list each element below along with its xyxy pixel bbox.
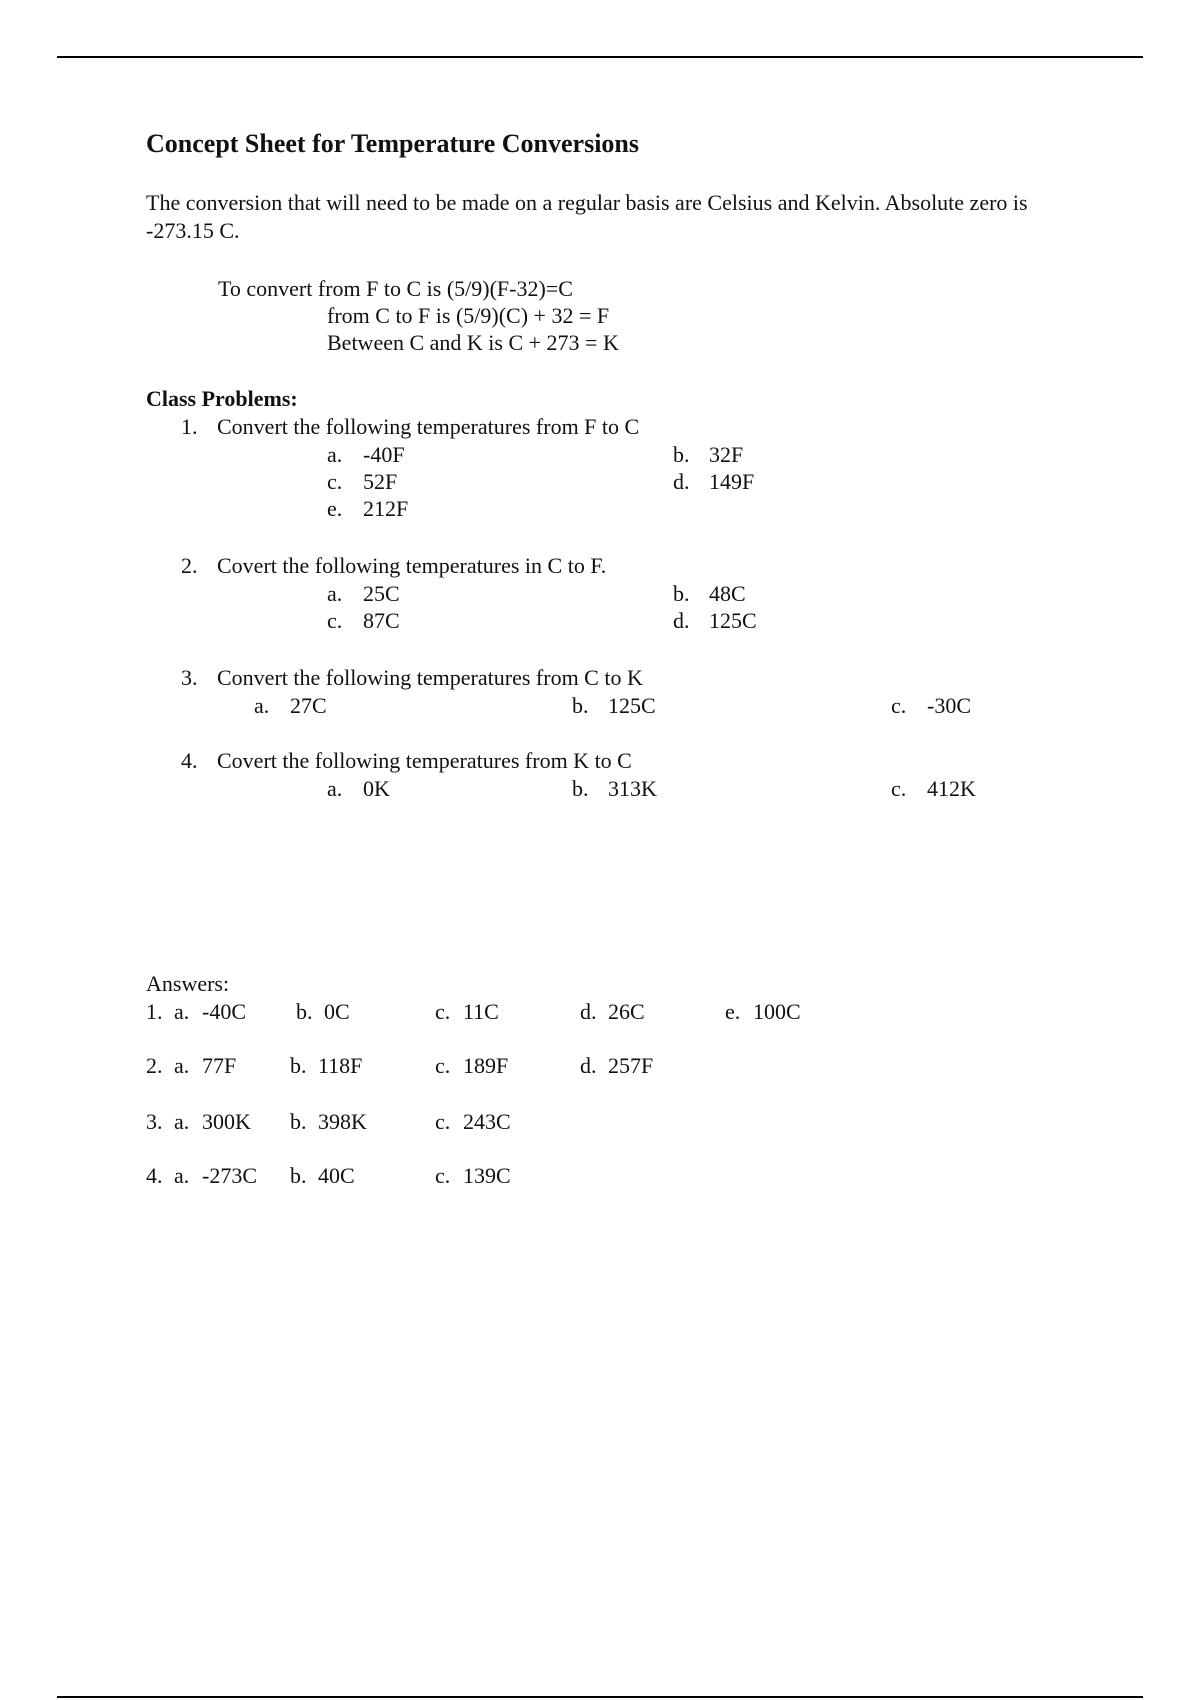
problem-number: 4.: [181, 748, 198, 773]
answer-item: [580, 1052, 653, 1080]
item-value: 212F: [363, 496, 409, 521]
answer-value: 189F: [463, 1053, 509, 1078]
answer-value: 11C: [463, 999, 499, 1024]
item-value: 412K: [927, 776, 976, 801]
problem-item: [673, 468, 754, 496]
answer-item: [290, 1108, 367, 1136]
problem-item: [673, 580, 746, 608]
item-label: c.: [891, 776, 907, 801]
item-label: b.: [572, 693, 589, 718]
item-label: c.: [891, 693, 907, 718]
problem-number: 2.: [181, 553, 198, 578]
answer-label: b.: [290, 1163, 307, 1188]
answer-label: c.: [435, 1053, 451, 1078]
item-label: b.: [673, 581, 690, 606]
item-value: 125C: [608, 693, 656, 718]
answer-item: [435, 998, 499, 1026]
top-rule: [57, 56, 1143, 58]
answer-item: [174, 1052, 236, 1080]
problem-item: [673, 441, 743, 469]
answer-value: 398K: [318, 1109, 367, 1134]
answer-value: 40C: [318, 1163, 355, 1188]
answer-item: [435, 1052, 508, 1080]
answer-item: [725, 998, 801, 1026]
answer-value: 77F: [202, 1053, 237, 1078]
answer-row-number: 2.: [146, 1053, 163, 1078]
answer-label: d.: [580, 999, 597, 1024]
answer-label: d.: [580, 1053, 597, 1078]
answer-item: [290, 1162, 355, 1190]
answer-label: c.: [435, 1163, 451, 1188]
problem-text: Covert the following temperatures in C to F.: [217, 553, 607, 578]
item-value: 27C: [290, 693, 327, 718]
answer-item: [174, 998, 246, 1026]
problem-item: [572, 775, 657, 803]
item-value: 149F: [709, 469, 755, 494]
problem-number: 3.: [181, 665, 198, 690]
problem-item: [327, 580, 400, 608]
item-label: a.: [327, 442, 343, 467]
item-value: 48C: [709, 581, 746, 606]
item-value: 0K: [363, 776, 390, 801]
answer-item: [174, 1162, 257, 1190]
answer-value: -40C: [202, 999, 246, 1024]
answer-item: [435, 1162, 511, 1190]
answer-item: [435, 1108, 511, 1136]
item-label: e.: [327, 496, 343, 521]
answer-value: 300K: [202, 1109, 251, 1134]
answer-label: a.: [174, 1053, 190, 1078]
answer-label: b.: [290, 1109, 307, 1134]
answer-value: -273C: [202, 1163, 257, 1188]
answer-value: 0C: [324, 999, 350, 1024]
answer-row-number: 4.: [146, 1163, 163, 1188]
item-label: b.: [572, 776, 589, 801]
answer-row-number: 3.: [146, 1109, 163, 1134]
answer-label: c.: [435, 999, 451, 1024]
intro-line-1: The conversion that will need to be made on a regular basis are Celsius and Kelvin. Absolute zero is: [146, 190, 1028, 215]
problem-number: 1.: [181, 414, 198, 439]
item-value: 52F: [363, 469, 398, 494]
item-label: a.: [327, 776, 343, 801]
answer-label: a.: [174, 1163, 190, 1188]
answer-item: [296, 998, 350, 1026]
intro-line-2: -273.15 C.: [146, 218, 240, 243]
item-label: a.: [254, 693, 270, 718]
answer-label: c.: [435, 1109, 451, 1134]
answer-value: 243C: [463, 1109, 511, 1134]
answer-value: 139C: [463, 1163, 511, 1188]
page-title: Concept Sheet for Temperature Conversions: [146, 129, 640, 158]
problem-text: Convert the following temperatures from F to C: [217, 414, 640, 439]
answer-value: 26C: [608, 999, 645, 1024]
answer-item: [580, 998, 645, 1026]
answer-item: [290, 1052, 362, 1080]
problem-item: [254, 692, 327, 720]
class-problems-heading: Class Problems:: [146, 386, 298, 411]
answer-value: 257F: [608, 1053, 654, 1078]
item-label: b.: [673, 442, 690, 467]
formula-c-to-f: from C to F is (5/9)(C) + 32 = F: [327, 303, 610, 328]
problem-item: [327, 607, 400, 635]
problem-4: [181, 747, 632, 775]
bottom-rule: [57, 1696, 1143, 1698]
item-label: d.: [673, 608, 690, 633]
answers-heading: Answers:: [146, 971, 230, 996]
item-value: -30C: [927, 693, 971, 718]
problem-text: Convert the following temperatures from C to K: [217, 665, 643, 690]
answer-label: a.: [174, 1109, 190, 1134]
item-value: 313K: [608, 776, 657, 801]
problem-item: [891, 692, 971, 720]
problem-item: [572, 692, 656, 720]
problem-item: [891, 775, 976, 803]
answer-value: 100C: [753, 999, 801, 1024]
item-value: 32F: [709, 442, 744, 467]
item-label: c.: [327, 469, 343, 494]
answer-label: a.: [174, 999, 190, 1024]
formula-c-to-k: Between C and K is C + 273 = K: [327, 330, 619, 355]
item-value: 125C: [709, 608, 757, 633]
problem-3: [181, 664, 643, 692]
answer-label: b.: [296, 999, 313, 1024]
problem-item: [327, 468, 397, 496]
problem-item: [327, 495, 408, 523]
problem-item: [327, 775, 390, 803]
answer-value: 118F: [318, 1053, 363, 1078]
problem-text: Covert the following temperatures from K to C: [217, 748, 632, 773]
problem-item: [327, 441, 405, 469]
answer-label: b.: [290, 1053, 307, 1078]
problem-2: [181, 552, 606, 580]
problem-1: [181, 413, 639, 441]
item-label: c.: [327, 608, 343, 633]
item-value: -40F: [363, 442, 405, 467]
formula-f-to-c: To convert from F to C is (5/9)(F-32)=C: [218, 276, 573, 301]
item-value: 87C: [363, 608, 400, 633]
problem-item: [673, 607, 757, 635]
answer-row-number: 1.: [146, 999, 163, 1024]
item-label: a.: [327, 581, 343, 606]
item-value: 25C: [363, 581, 400, 606]
answer-label: e.: [725, 999, 741, 1024]
answer-item: [174, 1108, 251, 1136]
item-label: d.: [673, 469, 690, 494]
